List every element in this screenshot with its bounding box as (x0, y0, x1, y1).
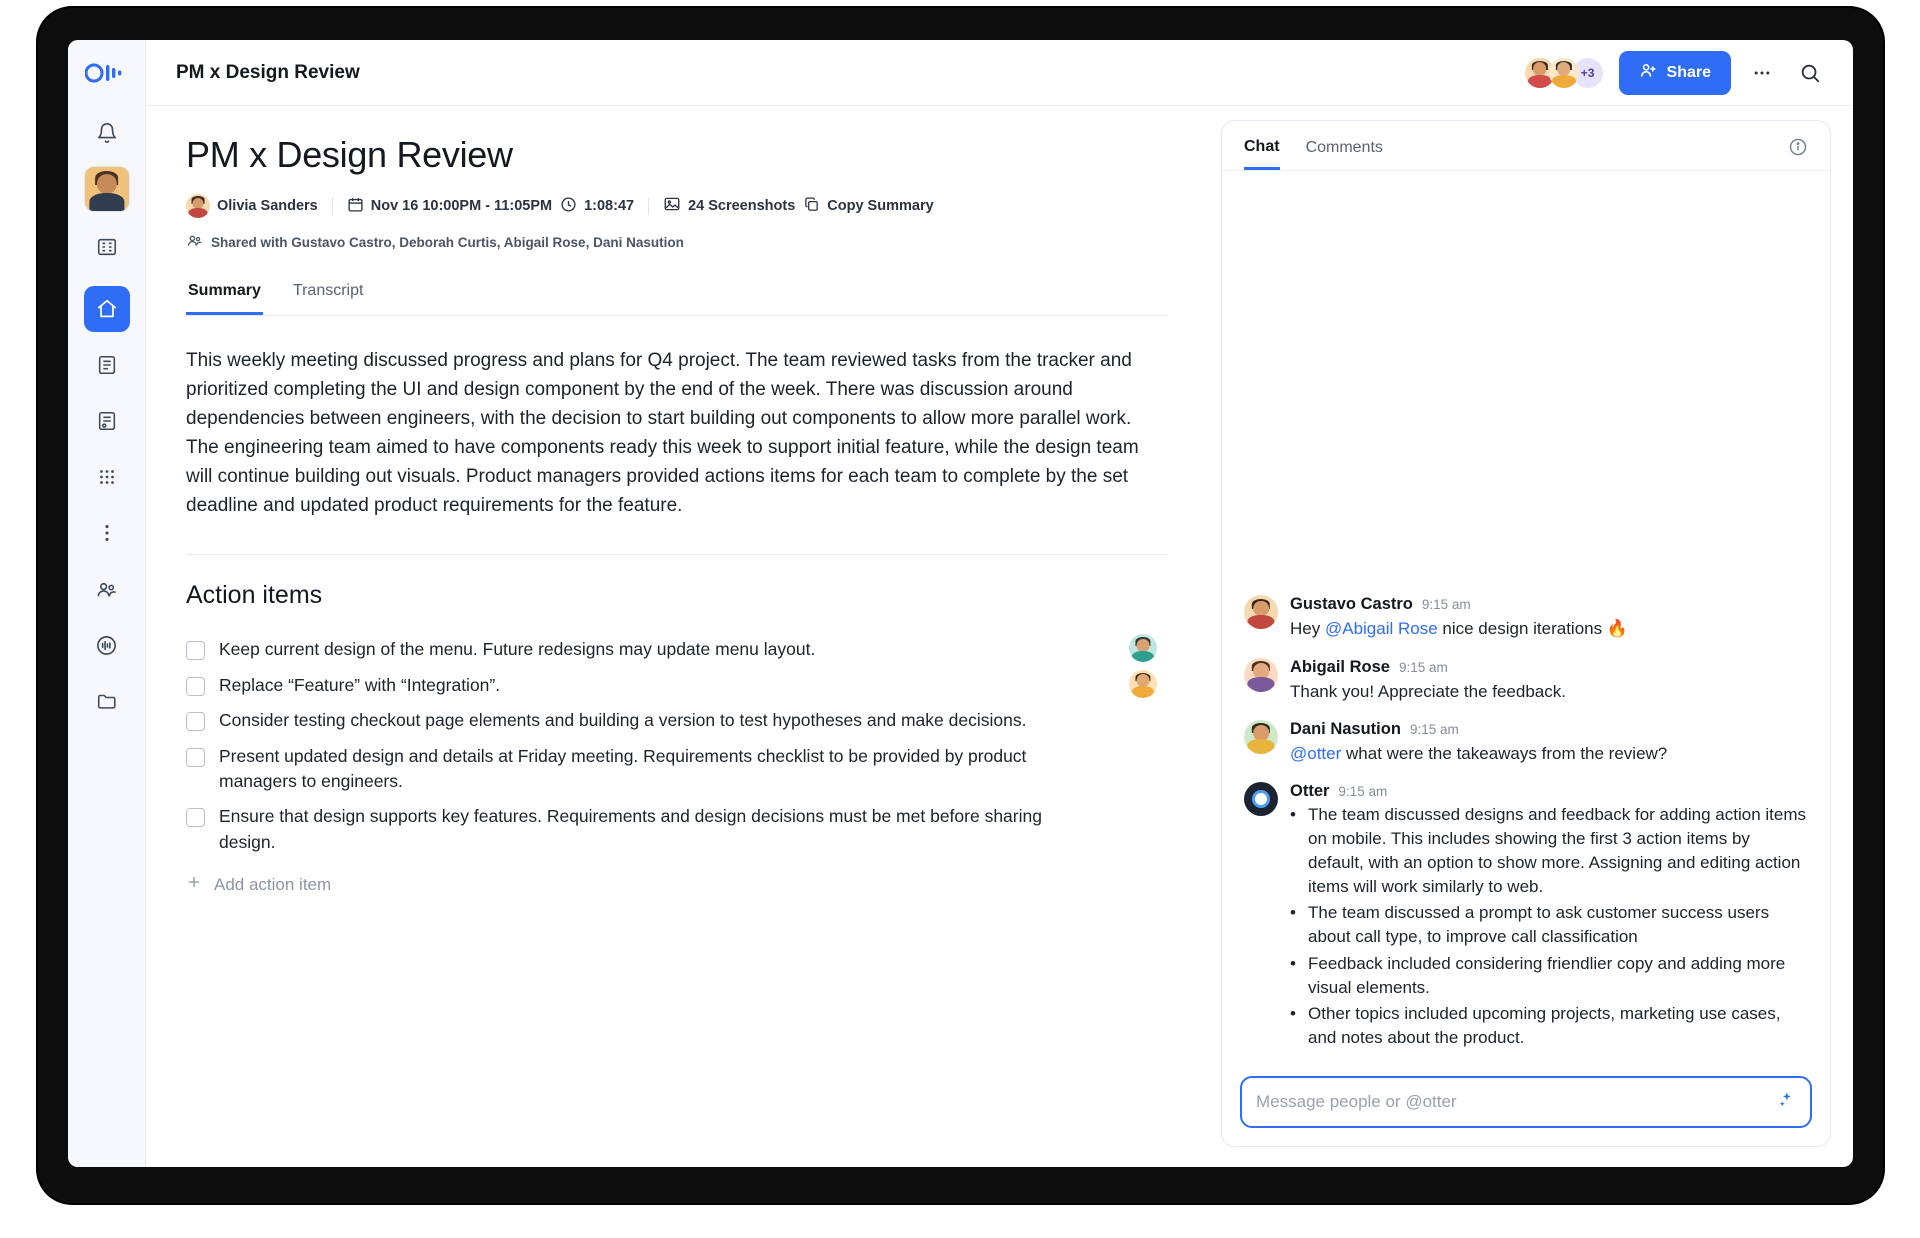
bullet-text: Feedback included considering friendlier copy and adding more visual elements. (1308, 953, 1786, 997)
chat-message-header (1290, 595, 1808, 614)
otter-avatar (1244, 782, 1278, 816)
mention[interactable]: @otter (1290, 743, 1342, 763)
clock-icon (560, 196, 577, 217)
mention[interactable]: @Abigail Rose (1324, 619, 1438, 639)
people-icon[interactable] (84, 566, 130, 612)
apps-grid-icon[interactable] (84, 454, 130, 500)
avatar (1244, 595, 1278, 629)
avatar-overflow-count[interactable]: +3 (1571, 56, 1605, 90)
tab-comments[interactable]: Comments (1305, 139, 1383, 156)
share-people-icon (1639, 61, 1658, 85)
summary-paragraph: This weekly meeting discussed progress and plans for Q4 project. The team reviewed tasks from the tracker and prioritized completing the UI and design component by the end of the week. There was discussion around dependencies between engineers, with the decision to start building out components to allow more parallel work. The engineering team aimed to have components ready this week to support initial feature, while the design team will continue building out visuals. Product managers provided actions items for each team to complete by the set deadline and updated product requirements for the feature. (186, 350, 1139, 517)
chat-time: 9:15 am (1421, 597, 1471, 613)
bullet-text: The team discussed designs and feedback for adding action items on mobile. This includes showing the first 3 action items by default, with an option to show more. Assigning and editing action items will work similarly to web. (1308, 804, 1807, 897)
window-title: PM x Design Review (176, 61, 360, 83)
chat-author: Gustavo Castro (1290, 595, 1413, 614)
bullet-text: Other topics included upcoming projects, marketing use cases, and notes about the product. (1308, 1003, 1781, 1047)
duration (560, 196, 634, 217)
screenshots-link[interactable] (663, 195, 795, 217)
chat-text (1290, 617, 1808, 641)
copy-icon (803, 196, 820, 217)
action-item-text: Keep current design of the menu. Future redesigns may update menu layout. (219, 639, 816, 660)
participant-avatars[interactable] (1523, 56, 1605, 90)
action-item-text: Replace “Feature” with “Integration”. (219, 674, 501, 695)
chat-message (1244, 720, 1808, 766)
chat-text: Thank you! Appreciate the feedback. (1290, 681, 1566, 701)
otter-logo-icon (1252, 790, 1270, 808)
action-item-checkbox[interactable] (186, 748, 205, 767)
list-item (1290, 1002, 1808, 1050)
action-item[interactable] (186, 703, 1167, 738)
chat-message-header (1290, 658, 1808, 677)
device-frame (38, 8, 1883, 1203)
chat-message-body (1290, 782, 1808, 1052)
shared-with-text: Shared with Gustavo Castro, Deborah Curtis, Abigail Rose, Dani Nasution (211, 234, 684, 250)
action-item-text: Consider testing checkout page elements and building a version to test hypotheses and make decisions. (219, 710, 1027, 731)
calendar-icon (347, 196, 364, 217)
action-item-text: Ensure that design supports key features. Requirements and design decisions must be met before sharing design. (219, 806, 1042, 852)
profile-avatar[interactable] (84, 166, 130, 212)
doc-tabs (186, 276, 1167, 316)
add-action-item-button[interactable] (186, 874, 1167, 895)
tab-chat[interactable]: Chat (1244, 138, 1280, 170)
sparkle-icon[interactable] (1776, 1090, 1796, 1115)
owner-name: Olivia Sanders (217, 198, 318, 214)
chat-time: 9:15 am (1398, 659, 1448, 675)
action-item[interactable] (186, 799, 1167, 860)
chat-input[interactable] (1256, 1092, 1766, 1112)
action-item-checkbox[interactable] (186, 808, 205, 827)
bullet-text: The team discussed a prompt to ask customer success users about call type, to improve call classification (1308, 903, 1770, 947)
otter-logo-icon[interactable] (83, 58, 131, 88)
chat-message (1244, 595, 1808, 641)
action-item-checkbox[interactable] (186, 641, 205, 660)
bullet-icon: • (1290, 903, 1296, 923)
more-icon[interactable] (84, 510, 130, 556)
shared-people-icon (186, 232, 203, 252)
otter-summary-bullets (1290, 803, 1808, 1050)
left-rail (68, 40, 146, 1167)
chat-messages[interactable] (1222, 171, 1830, 1068)
add-action-item-label: Add action item (214, 874, 332, 894)
folder-icon[interactable] (84, 678, 130, 724)
chat-message-header (1290, 782, 1808, 801)
share-button[interactable] (1619, 51, 1731, 95)
meeting-date-text: Nov 16 10:00PM - 11:05PM (370, 198, 553, 214)
chat-tabs (1222, 121, 1830, 171)
more-options-icon[interactable] (1745, 56, 1779, 90)
home-icon[interactable] (84, 286, 130, 332)
chat-message-body (1290, 595, 1808, 641)
screenshots-label: 24 Screenshots (688, 198, 796, 214)
action-items-heading: Action items (186, 581, 323, 610)
share-label: Share (1666, 63, 1711, 81)
copy-summary-label: Copy Summary (827, 198, 934, 214)
list-item (1290, 901, 1808, 949)
chat-time: 9:15 am (1409, 721, 1459, 737)
owner (186, 194, 318, 218)
list-item (1290, 952, 1808, 1000)
action-items-list (186, 632, 1167, 895)
action-item[interactable] (186, 668, 1167, 703)
meta-row (186, 194, 1167, 218)
duration-text: 1:08:47 (584, 198, 635, 214)
chat-panel (1221, 120, 1831, 1147)
owner-avatar (186, 194, 210, 218)
chat-text-part: Hey (1290, 619, 1325, 639)
meeting-date (347, 196, 552, 217)
chat-author: Dani Nasution (1290, 719, 1401, 738)
plus-icon (186, 874, 202, 895)
divider (648, 197, 649, 215)
main-area (146, 40, 1853, 1167)
chat-message (1244, 658, 1808, 704)
info-icon[interactable] (1788, 137, 1808, 162)
action-item-text: Present updated design and details at Friday meeting. Requirements checklist to be provided by product managers to engineers. (219, 745, 1027, 791)
chat-message-body (1290, 720, 1808, 766)
body-split (146, 106, 1853, 1167)
action-item-assignee-avatar[interactable] (1129, 634, 1157, 662)
action-item-checkbox[interactable] (186, 712, 205, 731)
chat-author: Abigail Rose (1290, 657, 1390, 676)
avatar (1244, 720, 1278, 754)
waveform-icon[interactable] (84, 622, 130, 668)
action-item[interactable] (186, 632, 1167, 667)
divider (332, 197, 333, 215)
chat-message-body (1290, 658, 1808, 704)
avatar (1244, 658, 1278, 692)
tab-transcript[interactable]: Transcript (292, 282, 364, 299)
action-item-assignee-avatar[interactable] (1129, 670, 1157, 698)
bullet-icon: • (1290, 804, 1296, 824)
page-title: PM x Design Review (186, 134, 513, 175)
workspace-icon[interactable] (84, 224, 130, 270)
chat-message-header (1290, 720, 1808, 739)
shared-notes-icon[interactable] (84, 398, 130, 444)
chat-author: Otter (1290, 781, 1330, 800)
top-bar (146, 40, 1853, 106)
action-item[interactable] (186, 739, 1167, 800)
copy-summary-button[interactable] (803, 196, 933, 217)
app-screen (68, 40, 1853, 1167)
image-icon (663, 195, 681, 217)
notes-icon[interactable] (84, 342, 130, 388)
chat-composer[interactable] (1240, 1076, 1812, 1128)
bullet-icon: • (1290, 953, 1296, 973)
bullet-icon: • (1290, 1003, 1296, 1023)
shared-with-row (186, 232, 1167, 252)
chat-text-part: nice design iterations 🔥 (1437, 619, 1628, 639)
chat-time: 9:15 am (1338, 783, 1388, 799)
notifications-icon[interactable] (84, 110, 130, 156)
action-item-checkbox[interactable] (186, 677, 205, 696)
chat-text (1290, 742, 1808, 766)
list-item (1290, 803, 1808, 900)
chat-text-part: what were the takeaways from the review? (1341, 743, 1668, 763)
avatar (1547, 56, 1581, 90)
section-divider (186, 554, 1167, 555)
tab-summary[interactable]: Summary (186, 276, 263, 315)
document-pane (146, 106, 1207, 1167)
chat-message (1244, 782, 1808, 1052)
search-icon[interactable] (1793, 56, 1827, 90)
top-bar-actions (1523, 51, 1827, 95)
